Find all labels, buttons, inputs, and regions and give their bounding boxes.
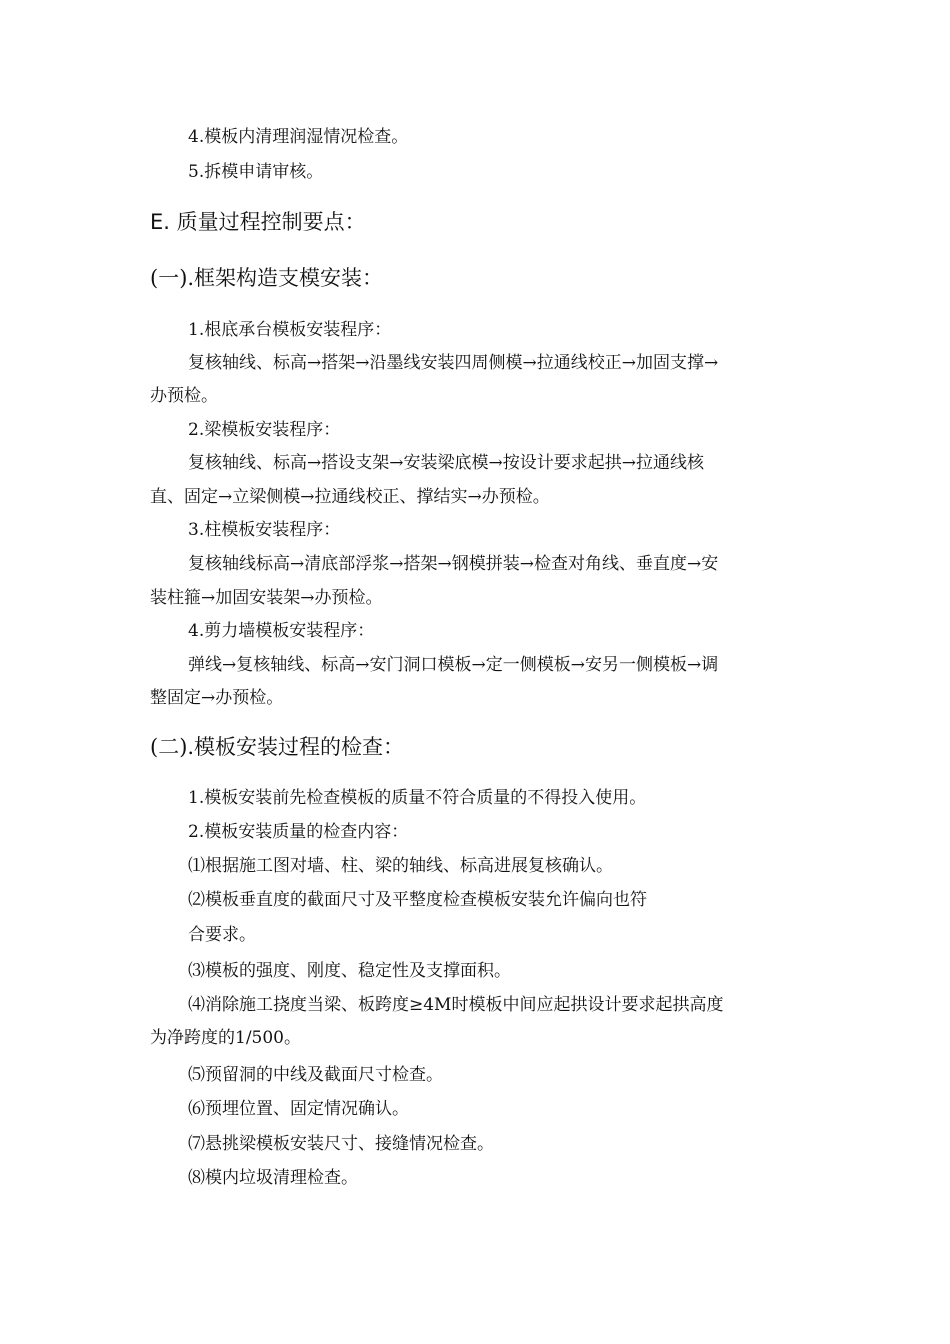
list-item: ⑵模板垂直度的截面尺寸及平整度检查模板安装允许偏向也符 bbox=[188, 890, 647, 910]
list-item: ⑴根据施工图对墙、柱、梁的轴线、标高进展复核确认。 bbox=[188, 856, 613, 876]
paragraph-line: 为净跨度的1/500。 bbox=[150, 1028, 301, 1048]
paragraph-line: 合要求。 bbox=[188, 925, 256, 945]
paragraph-line: 复核轴线标高→清底部浮浆→搭架→钢模拼装→检查对角线、垂直度→安 bbox=[188, 554, 719, 574]
paragraph-line: 弹线→复核轴线、标高→安门洞口模板→定一侧模板→安另一侧模板→调 bbox=[188, 655, 719, 675]
list-item: ⑸预留洞的中线及截面尺寸检查。 bbox=[188, 1065, 443, 1085]
list-item: ⑶模板的强度、刚度、稳定性及支撑面积。 bbox=[188, 961, 511, 981]
paragraph-line: 整固定→办预检。 bbox=[150, 688, 284, 708]
list-item: 4.模板内清理润湿情况检查。 bbox=[188, 127, 409, 147]
paragraph-line: 直、固定→立梁侧模→拉通线校正、撑结实→办预检。 bbox=[150, 487, 550, 507]
paragraph-line: 装柱箍→加固安装架→办预检。 bbox=[150, 588, 383, 608]
list-item: ⑹预埋位置、固定情况确认。 bbox=[188, 1099, 409, 1119]
subsection-heading: (二).模板安装过程的检查： bbox=[150, 735, 405, 759]
paragraph-line: 复核轴线、标高→搭架→沿墨线安装四周侧模→拉通线校正→加固支撑→ bbox=[188, 353, 719, 373]
subsection-heading: (一).框架构造支模安装： bbox=[150, 266, 384, 290]
list-item: 1.根底承台模板安装程序： bbox=[188, 320, 392, 340]
list-item: 1.模板安装前先检查模板的质量不符合质量的不得投入使用。 bbox=[188, 788, 647, 808]
list-item: 4.剪力墙模板安装程序： bbox=[188, 621, 375, 641]
list-item: ⑻模内垃圾清理检查。 bbox=[188, 1168, 358, 1188]
paragraph-line: 复核轴线、标高→搭设支架→安装梁底模→按设计要求起拱→拉通线核 bbox=[188, 453, 704, 473]
list-item: ⑷消除施工挠度当梁、板跨度≥4M时模板中间应起拱设计要求起拱高度 bbox=[188, 995, 724, 1015]
list-item: 2.模板安装质量的检查内容： bbox=[188, 822, 409, 842]
paragraph-line: 办预检。 bbox=[150, 386, 218, 406]
list-item: 5.拆模申请审核。 bbox=[188, 162, 324, 182]
list-item: ⑺悬挑梁模板安装尺寸、接缝情况检查。 bbox=[188, 1134, 494, 1154]
section-heading: E. 质量过程控制要点： bbox=[150, 210, 366, 234]
list-item: 3.柱模板安装程序： bbox=[188, 520, 341, 540]
list-item: 2.梁模板安装程序： bbox=[188, 420, 341, 440]
